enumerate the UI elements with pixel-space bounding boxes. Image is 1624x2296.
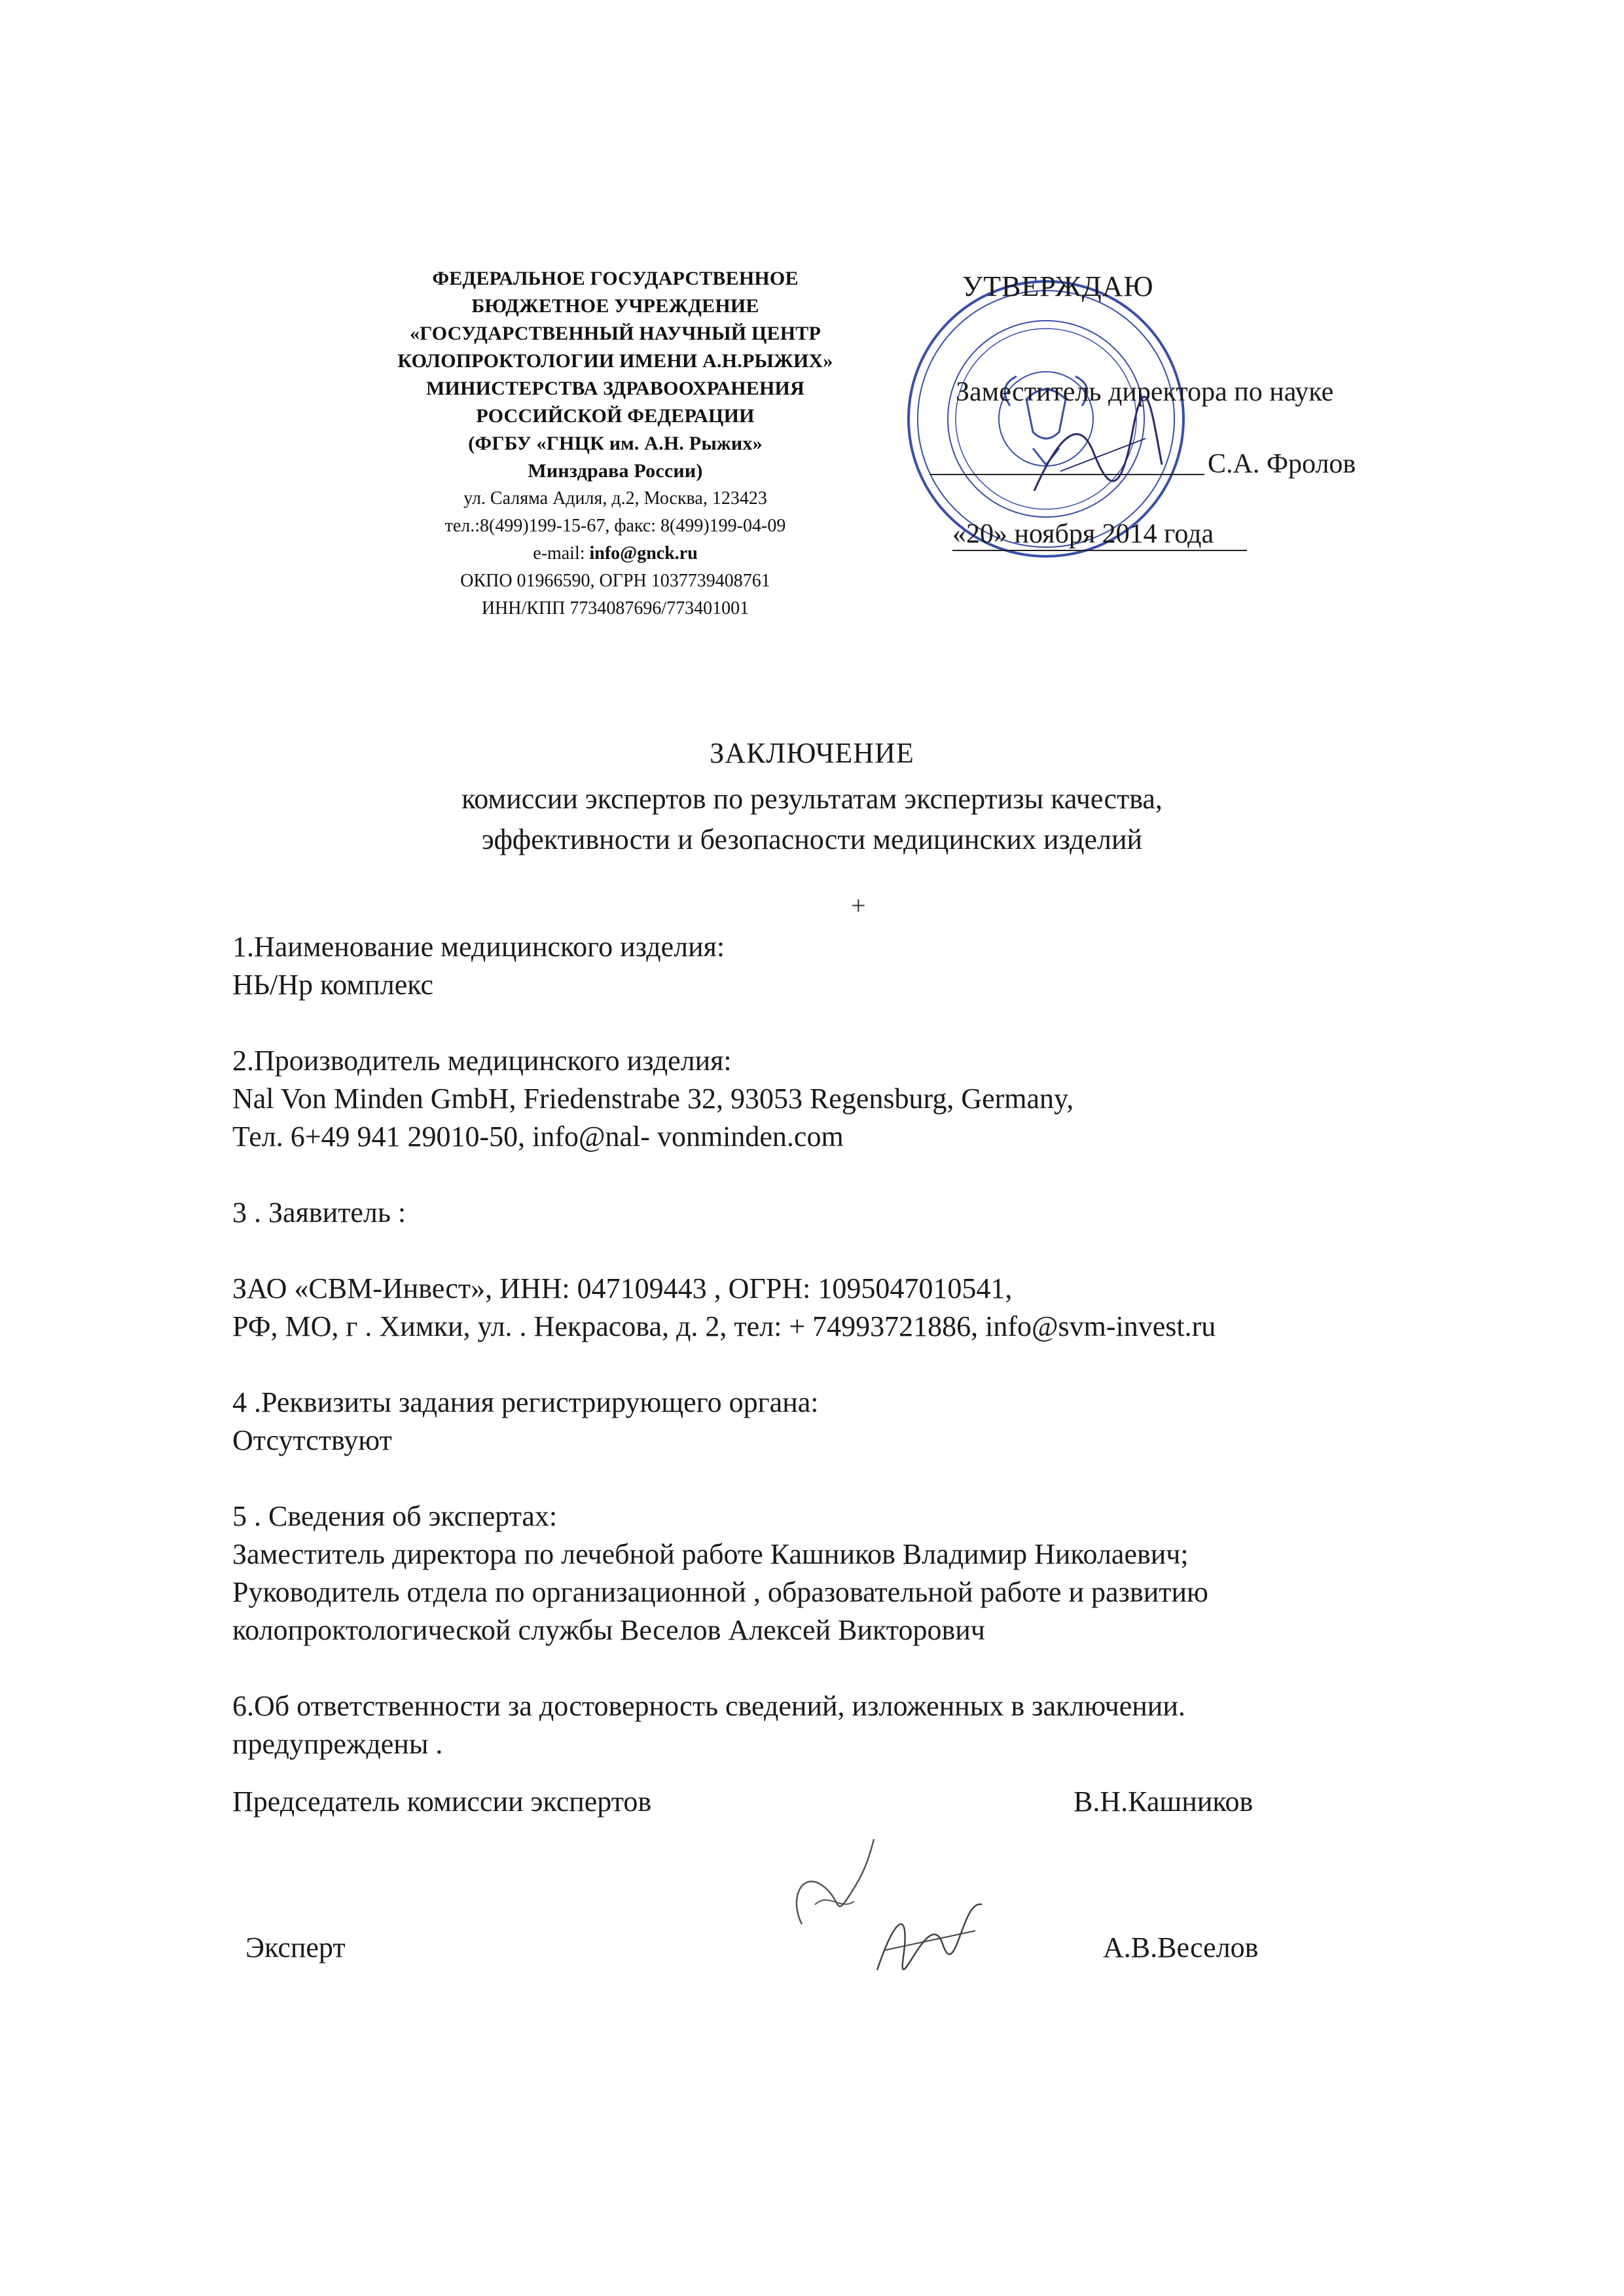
section-value: Заместитель директора по лечебной работе Кашников Владимир Николаевич; xyxy=(232,1538,1189,1570)
section-heading: 4 .Реквизиты задания регистрирующего органа: xyxy=(232,1386,819,1418)
institution-line: РОССИЙСКОЙ ФЕДЕРАЦИИ xyxy=(476,405,755,427)
institution-line: МИНИСТЕРСТВА ЗДРАВООХРАНЕНИЯ xyxy=(426,378,804,399)
plus-mark: + xyxy=(851,891,866,920)
document-subtitle xyxy=(0,779,1624,860)
institution-line: «ГОСУДАРСТВЕННЫЙ НАУЧНЫЙ ЦЕНТР xyxy=(410,323,821,344)
section-value: предупреждены . xyxy=(232,1728,443,1760)
section-value: колопроктологической службы Веселов Алексей Викторович xyxy=(232,1614,985,1646)
expert-label: Эксперт xyxy=(245,1931,346,1964)
section-heading: 1.Наименование медицинского изделия: xyxy=(232,931,725,963)
institution-line: КОЛОПРОКТОЛОГИИ ИМЕНИ А.Н.РЫЖИХ» xyxy=(397,350,833,372)
document-subtitle-line: эффективности и безопасности медицинских изделий xyxy=(481,823,1143,855)
approval-title: УТВЕРЖДАЮ xyxy=(962,270,1154,302)
approval-date-underline xyxy=(952,550,1247,551)
section-applicant-heading xyxy=(232,1194,1411,1232)
section-experts xyxy=(232,1498,1411,1649)
section-value: РФ, МО, г . Химки, ул. . Некрасова, д. 2, тел: + 74993721886, info@svm-invest.ru xyxy=(232,1310,1216,1342)
section-registration-task xyxy=(232,1384,1411,1460)
institution-line: (ФГБУ «ГНЦК им. А.Н. Рыжих» xyxy=(468,433,763,454)
section-value: Отсутствуют xyxy=(232,1424,392,1456)
document-body xyxy=(232,928,1411,1801)
approval-date: «20» ноября 2014 года xyxy=(952,519,1214,549)
section-heading: 5 . Сведения об экспертах: xyxy=(232,1500,558,1532)
chair-label: Председатель комиссии экспертов xyxy=(232,1785,652,1818)
section-value: Руководитель отдела по организационной , образовательной работе и развитию xyxy=(232,1576,1208,1608)
document-subtitle-line: комиссии экспертов по результатам экспертизы качества, xyxy=(461,783,1163,815)
institution-inn: ИНН/КПП 7734087696/773401001 xyxy=(481,598,749,619)
institution-line: Минздрава России) xyxy=(528,460,703,482)
institution-address: ул. Саляма Адиля, д.2, Москва, 123423 xyxy=(463,488,767,509)
institution-email-label: e-mail: xyxy=(533,543,590,564)
institution-line: БЮДЖЕТНОЕ УЧРЕЖДЕНИЕ xyxy=(471,295,759,317)
section-value: ЗАО «СВМ-Инвест», ИНН: 047109443 , ОГРН: 1095047010541, xyxy=(232,1272,1013,1304)
document-title: ЗАКЛЮЧЕНИЕ xyxy=(710,737,914,769)
section-value: НЬ/Нр комплекс xyxy=(232,969,434,1001)
institution-email-row xyxy=(367,540,864,567)
expert-signature xyxy=(864,1885,995,1983)
approval-position: Заместитель директора по науке xyxy=(956,377,1334,407)
section-value: Тел. 6+49 941 29010-50, info@nal- vonminden.com xyxy=(232,1121,844,1153)
expert-name: А.В.Веселов xyxy=(1103,1931,1259,1964)
institution-line: ФЕДЕРАЛЬНОЕ ГОСУДАРСТВЕННОЕ xyxy=(432,268,799,289)
institution-phone: тел.:8(499)199-15-67, факс: 8(499)199-04-09 xyxy=(444,516,786,536)
section-applicant xyxy=(232,1270,1411,1346)
section-responsibility xyxy=(232,1687,1411,1763)
institution-email: info@gnck.ru xyxy=(589,543,698,564)
approval-name: С.А. Фролов xyxy=(1208,449,1356,479)
section-value: 6.Об ответственности за достоверность сведений, изложенных в заключении. xyxy=(232,1690,1185,1722)
approval-signature xyxy=(1021,393,1178,524)
section-heading: 3 . Заявитель : xyxy=(232,1196,406,1229)
section-manufacturer xyxy=(232,1042,1411,1156)
institution-okpo: ОКПО 01966590, ОГРН 1037739408761 xyxy=(460,571,770,591)
section-value: Nal Von Minden GmbH, Friedenstrabe 32, 93053 Regensburg, Germany, xyxy=(232,1083,1074,1115)
chair-name: В.Н.Кашников xyxy=(1074,1785,1254,1818)
section-product-name xyxy=(232,928,1411,1004)
institution-header xyxy=(367,265,864,622)
section-heading: 2.Производитель медицинского изделия: xyxy=(232,1045,732,1077)
